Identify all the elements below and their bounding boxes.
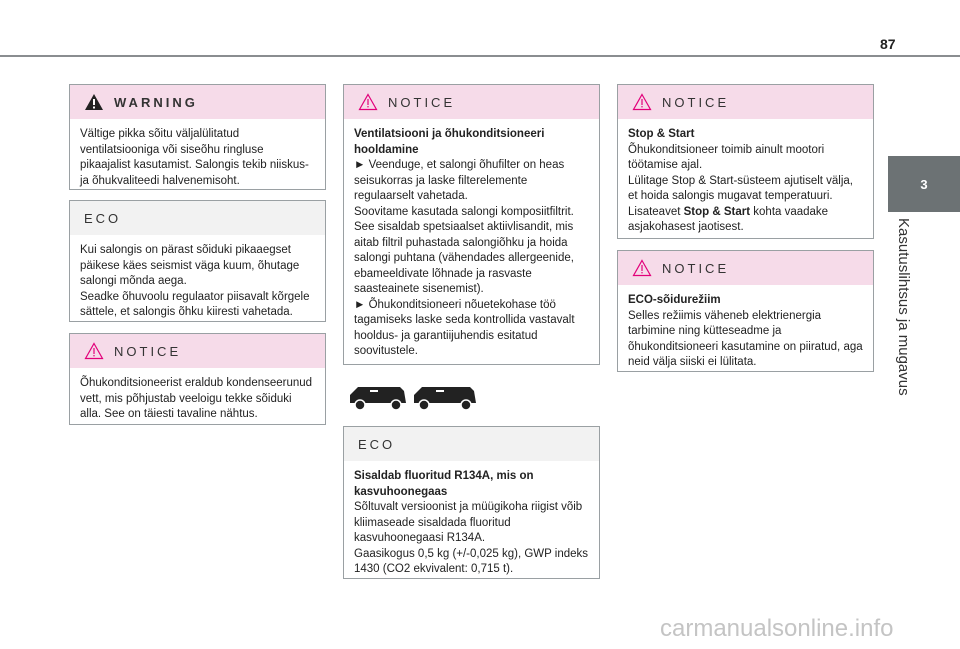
notice-title-1: NOTICE [114,343,182,359]
notice4-text: Selles režiimis väheneb elektrienergia tarbimine ning kütteseadme ja õhukonditsioneeri kasutamine on piiratud, aga neid välja siiski ei lülitata. [628,309,863,368]
eco-title-2: ECO [358,436,396,452]
eco-header-1 [70,201,325,235]
notice-header-2 [344,85,599,119]
notice-box-1 [69,333,326,425]
notice3-text-3 [628,205,863,236]
chapter-title [892,218,922,408]
warning-title: WARNING [114,94,198,110]
van-icon-short [350,387,406,410]
eco1-text-1: Kui salongis on pärast sõiduki pikaaegset päikese käes seismist väga kuum, õhutage salongi mõnda aega. [80,244,300,287]
notice-header-4 [618,251,873,285]
eco-header-2 [344,427,599,461]
chapter-title-text: Kasutuslihtsus ja mugavus [895,218,912,396]
notice-header-3 [618,85,873,119]
notice-header-1 [70,334,325,368]
notice3-text-3-bold: Stop & Start [683,205,751,218]
eco-box-2 [343,426,600,579]
notice3-text-3-post: kohta vaadake asjakohasest jaotisest. [628,205,829,233]
notice-title-2: NOTICE [388,94,456,110]
chapter-tab[interactable]: 3 [888,156,960,212]
warning-box [69,84,326,190]
notice2-bullet-2: ► Õhukonditsioneeri nõuetekohase töö tagamiseks laske seda kontrollida vastavalt hooldus- ja garantiijuhendis esitatud soovitustele. [354,298,575,357]
notice-triangle-icon [632,259,652,277]
notice-triangle-icon [84,342,104,360]
page-number: 87 [880,36,896,52]
eco1-text-2: Seadke õhuvoolu regulaator piisavalt kõrgele sättele, et salongis õhku kiiresti vahetada. [80,290,310,318]
warning-triangle-icon [84,93,104,111]
van-icons [348,379,478,413]
eco-title-1: ECO [84,210,122,226]
notice-box-4 [617,250,874,372]
notice-triangle-icon [358,93,378,111]
notice-title-3: NOTICE [662,94,730,110]
notice3-text-1: Õhukonditsioneer toimib ainult mootori töötamise ajal. [628,143,825,171]
notice-triangle-icon [632,93,652,111]
notice3-text-2: Lülitage Stop & Start-süsteem ajutiselt välja, et hoida salongis mugavat temperatuuri. [628,174,854,202]
notice-box-3 [617,84,874,239]
eco2-text-1: Sõltuvalt versioonist ja müügikoha riigist võib kliimaseade sisaldada fluoritud kasvuhoonegaasi R134A. [354,501,583,544]
notice-title-4: NOTICE [662,260,730,276]
eco2-heading: Sisaldab fluoritud R134A, mis on kasvuhoonegaas [354,470,534,498]
watermark: carmanualsonline.info [660,615,894,642]
warning-header [70,85,325,119]
eco2-text-2: Gaasikogus 0,5 kg (+/-0,025 kg), GWP indeks 1430 (CO2 ekvivalent: 0,715 t). [354,547,589,575]
notice2-heading: Ventilatsiooni ja õhukonditsioneeri hooldamine [354,128,545,156]
notice3-text-3-pre: Lisateavet [628,205,684,218]
notice2-bullet-1: ► Veenduge, et salongi õhufilter on heas seisukorras ja laske filterelemente regulaarselt vahetada. [354,159,565,202]
notice3-heading: Stop & Start [628,128,695,140]
eco-box-1 [69,200,326,322]
notice2-text-1: Soovitame kasutada salongi komposiitfiltrit. See sisaldab spetsiaalset aktiivlisandit, mis aitab filtril puhastada salongiõhku ja hoida salongi puhtana (vähendades allergeenide, ebameeldivate lõhnade ja rasvaste saasteainete sisenemist). [354,205,574,295]
notice1-text: Õhukonditsioneerist eraldub kondenseerunud vett, mis põhjustab veeloigu tekke sõiduki alla. See on täiesti tavaline nähtus. [80,377,313,420]
notice4-heading: ECO-sõidurežiim [628,294,721,306]
warning-text: Vältige pikka sõitu väljalülitatud ventilatsiooniga või siseõhu ringluse pikaajalist kasutamist. Salongis tekib niiskus- ja õhukvaliteedi halvenemisoht. [80,128,309,187]
notice-box-2 [343,84,600,365]
top-rule [0,55,960,57]
van-icon-long [414,387,476,410]
